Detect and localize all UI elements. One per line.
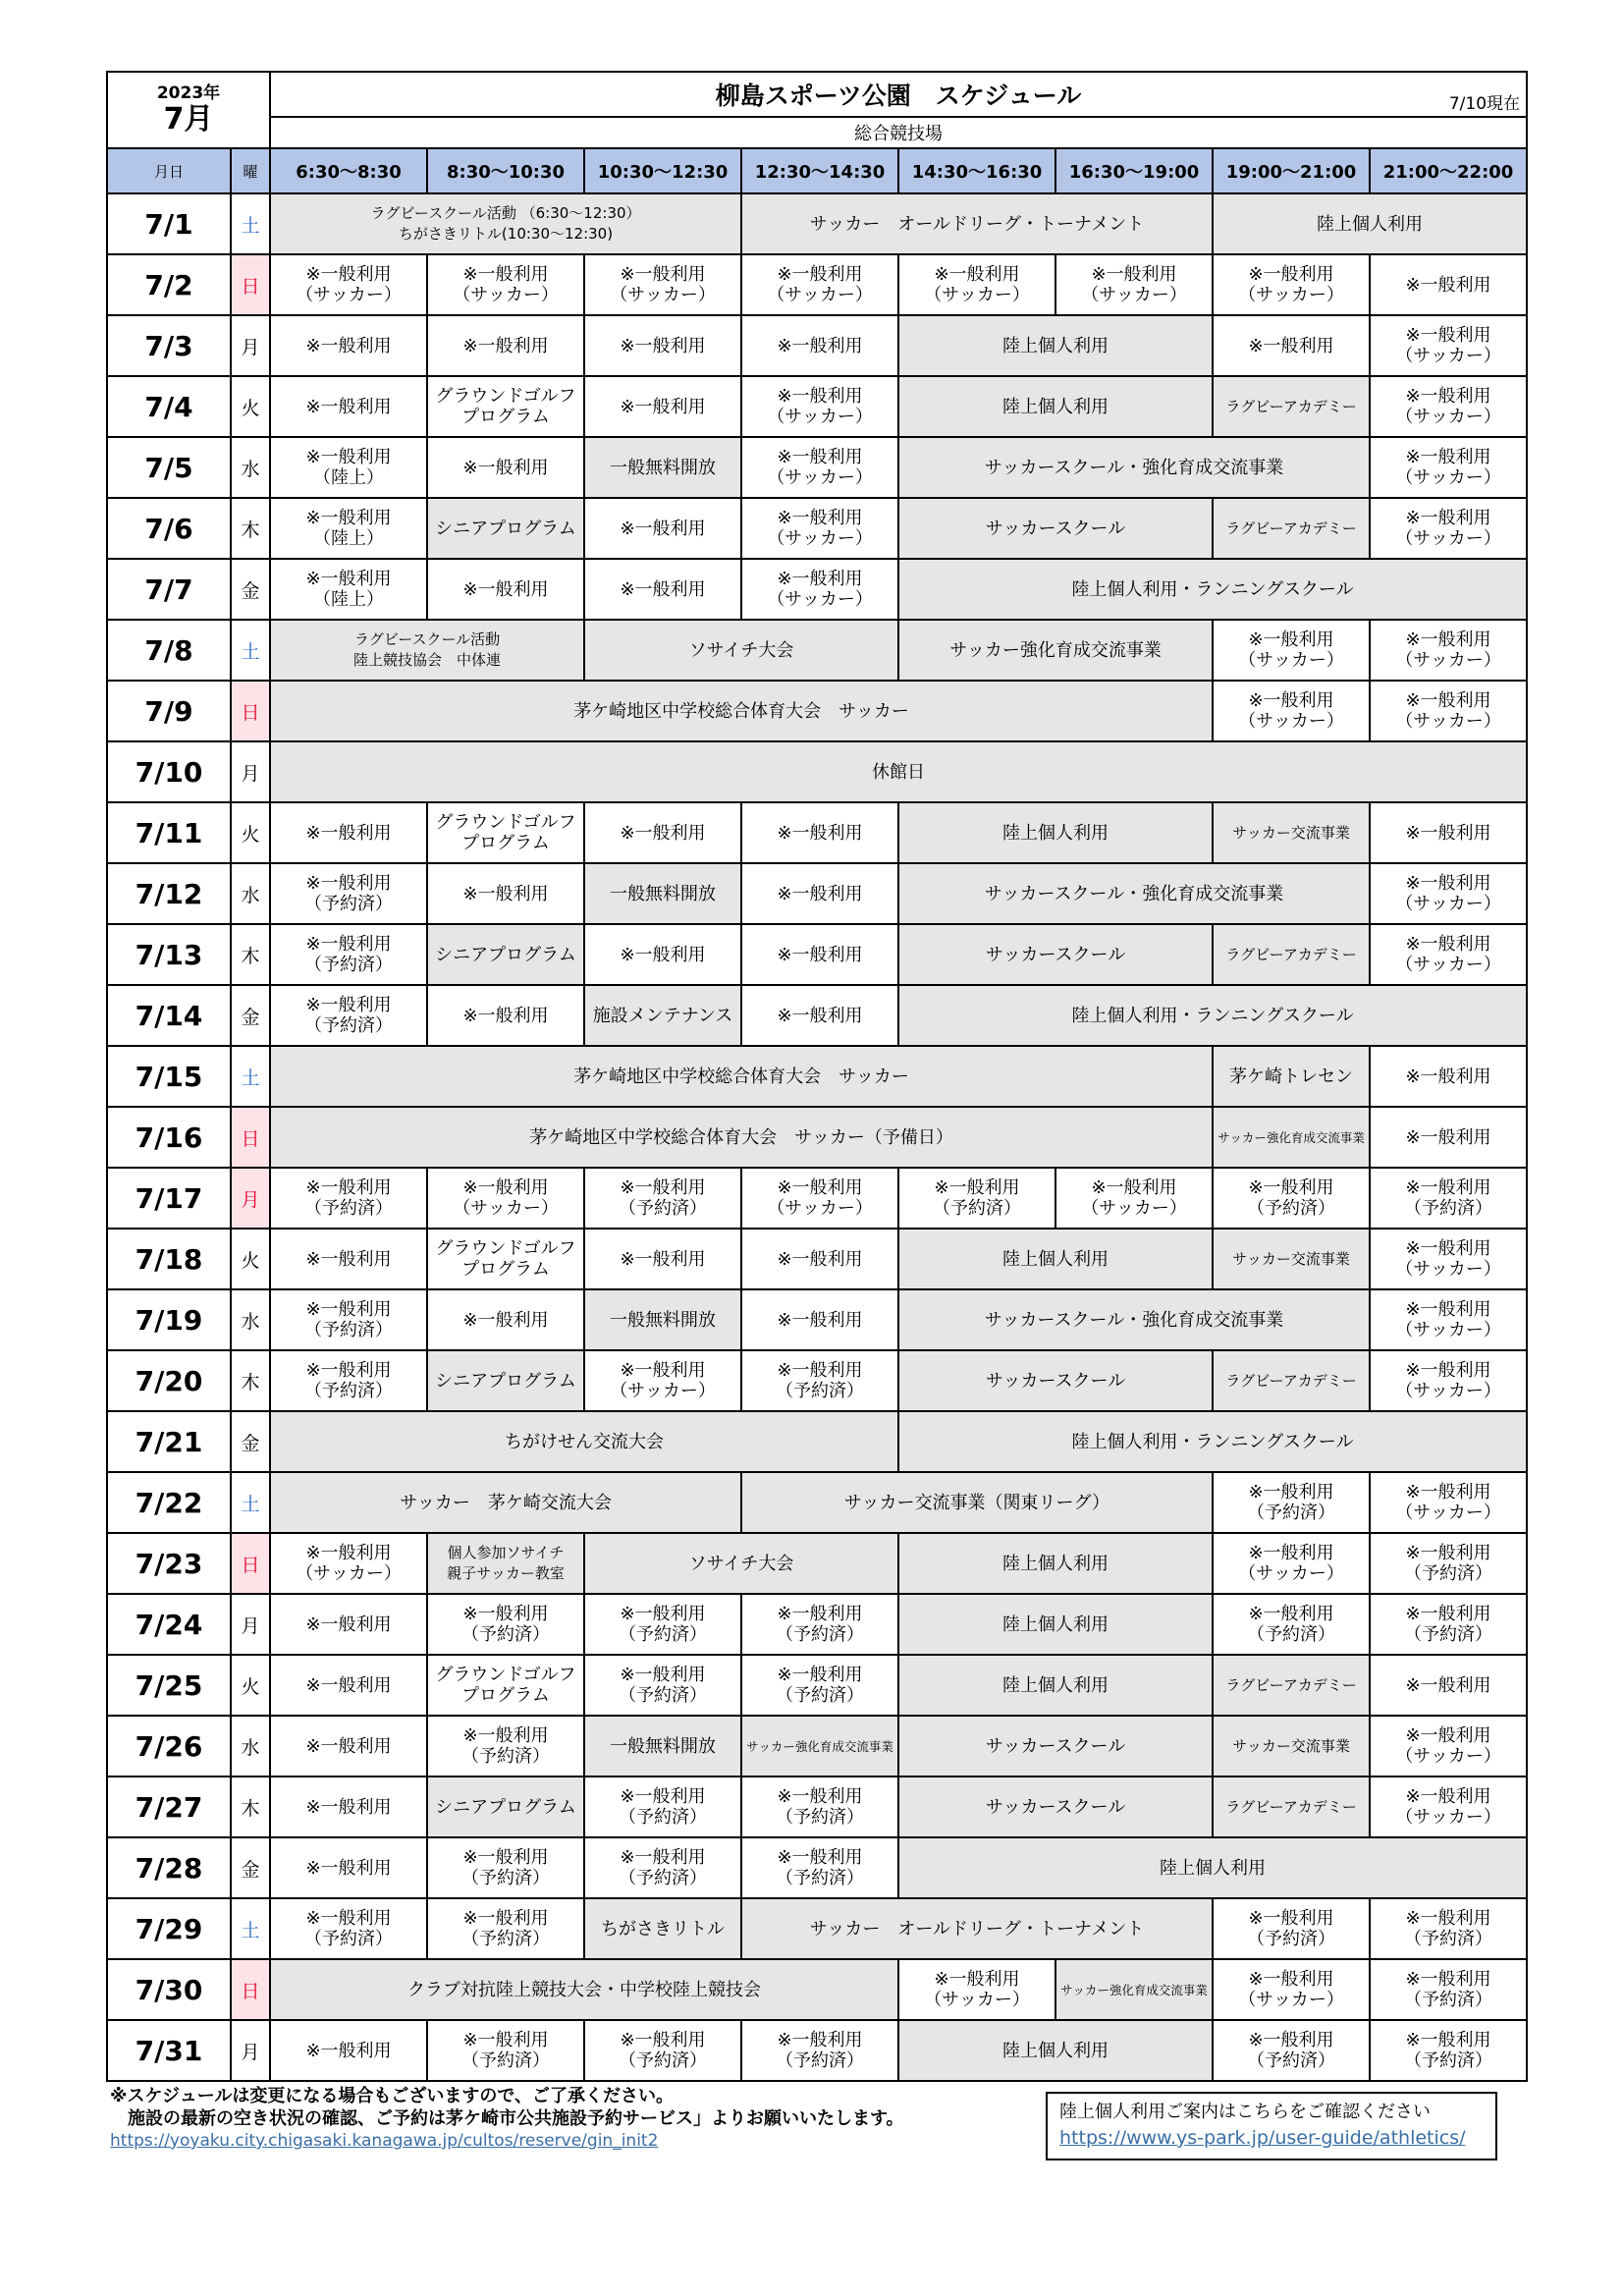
schedule-cell: ※一般利用 (584, 498, 741, 559)
weekday-cell: 火 (231, 1229, 270, 1289)
page-title: 柳島スポーツ公園 スケジュール (715, 82, 1082, 110)
schedule-cell: ※一般利用 （予約済） (584, 1655, 741, 1716)
schedule-row (107, 1655, 1527, 1716)
schedule-cell: ※一般利用 (741, 1289, 898, 1350)
schedule-cell: ※一般利用 （予約済） (584, 1168, 741, 1229)
schedule-cell: サッカー強化育成交流事業 (1213, 1107, 1370, 1168)
schedule-cell: ※一般利用 (427, 985, 584, 1046)
schedule-row (107, 315, 1527, 376)
schedule-row (107, 1168, 1527, 1229)
schedule-row (107, 1594, 1527, 1655)
schedule-cell: ※一般利用 （予約済） (584, 2020, 741, 2081)
column-header-date: 月日 (107, 148, 231, 193)
schedule-cell: ※一般利用 (270, 802, 427, 863)
month-name: 7月 (163, 102, 214, 137)
weekday-cell: 木 (231, 498, 270, 559)
schedule-table (106, 71, 1528, 2082)
weekday-cell: 火 (231, 376, 270, 437)
schedule-cell: ※一般利用 （予約済） (741, 1350, 898, 1411)
schedule-cell: 一般無料開放 (584, 1289, 741, 1350)
schedule-cell: ※一般利用 (427, 315, 584, 376)
schedule-cell: 一般無料開放 (584, 863, 741, 924)
weekday-cell: 日 (231, 681, 270, 741)
schedule-cell: ※一般利用 （予約済） (1370, 1898, 1527, 1959)
schedule-cell: 陸上個人利用 (898, 1533, 1213, 1594)
schedule-cell: ※一般利用 (1370, 254, 1527, 315)
schedule-cell: ※一般利用 （予約済） (270, 985, 427, 1046)
schedule-cell: ※一般利用 （予約済） (427, 1594, 584, 1655)
date-cell: 7/31 (107, 2020, 231, 2081)
date-cell: 7/27 (107, 1777, 231, 1837)
schedule-cell: ※一般利用 (584, 924, 741, 985)
schedule-cell: ※一般利用 (584, 376, 741, 437)
schedule-cell: グラウンドゴルフ プログラム (427, 802, 584, 863)
schedule-row (107, 193, 1527, 254)
weekday-cell: 水 (231, 1716, 270, 1777)
column-header-slot: 19:00～21:00 (1213, 148, 1370, 193)
date-cell: 7/4 (107, 376, 231, 437)
schedule-cell: ラグビーアカデミー (1213, 1777, 1370, 1837)
schedule-cell: ※一般利用 （予約済） (270, 1289, 427, 1350)
column-header-slot: 14:30～16:30 (898, 148, 1055, 193)
weekday-cell: 月 (231, 315, 270, 376)
schedule-cell: ※一般利用 （サッカー） (741, 376, 898, 437)
schedule-row (107, 1533, 1527, 1594)
schedule-row (107, 2020, 1527, 2081)
schedule-cell: ※一般利用 (270, 1716, 427, 1777)
schedule-cell: ※一般利用 （サッカー） (898, 1959, 1055, 2020)
schedule-cell: 休館日 (270, 741, 1527, 802)
schedule-row (107, 863, 1527, 924)
schedule-cell: ※一般利用 (584, 559, 741, 620)
schedule-cell: ※一般利用 （予約済） (741, 1837, 898, 1898)
schedule-cell: ※一般利用 （陸上） (270, 437, 427, 498)
schedule-cell: ※一般利用 （サッカー） (1370, 1777, 1527, 1837)
athletics-guide-link[interactable]: https://www.ys-park.jp/user-guide/athletics/ (1059, 2127, 1466, 2149)
schedule-cell: ※一般利用 (1370, 1046, 1527, 1107)
date-cell: 7/7 (107, 559, 231, 620)
column-header-dow: 曜 (231, 148, 270, 193)
venue-name: 総合競技場 (270, 117, 1527, 148)
schedule-cell: ※一般利用 （サッカー） (427, 1168, 584, 1229)
date-cell: 7/17 (107, 1168, 231, 1229)
schedule-cell: ※一般利用 (270, 1229, 427, 1289)
column-header-slot: 6:30～8:30 (270, 148, 427, 193)
schedule-row (107, 498, 1527, 559)
schedule-cell: ※一般利用 （予約済） (270, 1350, 427, 1411)
schedule-cell: ※一般利用 (427, 437, 584, 498)
date-cell: 7/22 (107, 1472, 231, 1533)
weekday-cell: 土 (231, 1046, 270, 1107)
schedule-cell: ※一般利用 （予約済） (270, 924, 427, 985)
schedule-cell: 茅ケ崎トレセン (1213, 1046, 1370, 1107)
schedule-row (107, 1959, 1527, 2020)
schedule-cell: ※一般利用 （予約済） (1213, 1898, 1370, 1959)
schedule-cell: シニアプログラム (427, 1350, 584, 1411)
schedule-cell: 茅ケ崎地区中学校総合体育大会 サッカー（予備日） (270, 1107, 1213, 1168)
as-of-date: 7/10現在 (1448, 94, 1521, 114)
schedule-cell: ※一般利用 （サッカー） (427, 254, 584, 315)
schedule-cell: グラウンドゴルフ プログラム (427, 1229, 584, 1289)
weekday-cell: 木 (231, 924, 270, 985)
schedule-cell: ※一般利用 （サッカー） (270, 254, 427, 315)
schedule-cell: 陸上個人利用 (898, 1655, 1213, 1716)
schedule-cell: ※一般利用 （サッカー） (741, 498, 898, 559)
schedule-cell: ※一般利用 （サッカー） (1370, 315, 1527, 376)
schedule-cell: サッカー強化育成交流事業 (741, 1716, 898, 1777)
schedule-cell: ※一般利用 （サッカー） (741, 1168, 898, 1229)
date-cell: 7/1 (107, 193, 231, 254)
schedule-cell: 施設メンテナンス (584, 985, 741, 1046)
schedule-cell: 陸上個人利用 (898, 2020, 1213, 2081)
weekday-cell: 月 (231, 1594, 270, 1655)
schedule-cell: 陸上個人利用・ランニングスクール (898, 559, 1527, 620)
weekday-cell: 金 (231, 1411, 270, 1472)
schedule-cell: ※一般利用 （サッカー） (584, 1350, 741, 1411)
schedule-cell: ラグビースクール活動 陸上競技協会 中体連 (270, 620, 584, 681)
weekday-cell: 金 (231, 1837, 270, 1898)
month-label (107, 72, 270, 148)
schedule-cell: ※一般利用 (427, 863, 584, 924)
schedule-cell: ※一般利用 （サッカー） (1370, 498, 1527, 559)
date-cell: 7/24 (107, 1594, 231, 1655)
schedule-cell: ラグビーアカデミー (1213, 376, 1370, 437)
athletics-guide-box (1046, 2092, 1497, 2160)
schedule-cell: ※一般利用 （予約済） (584, 1837, 741, 1898)
schedule-cell: ※一般利用 (1370, 802, 1527, 863)
schedule-cell: サッカースクール (898, 498, 1213, 559)
schedule-cell: ※一般利用 （サッカー） (1370, 620, 1527, 681)
weekday-cell: 月 (231, 2020, 270, 2081)
schedule-cell: 陸上個人利用 (898, 1837, 1527, 1898)
schedule-cell: ※一般利用 （予約済） (1370, 1594, 1527, 1655)
schedule-cell: サッカー交流事業 (1213, 1229, 1370, 1289)
schedule-cell: ※一般利用 （予約済） (1370, 1168, 1527, 1229)
weekday-cell: 木 (231, 1350, 270, 1411)
schedule-cell: シニアプログラム (427, 498, 584, 559)
schedule-cell: ※一般利用 （サッカー） (1370, 1472, 1527, 1533)
weekday-cell: 火 (231, 1655, 270, 1716)
schedule-row (107, 620, 1527, 681)
schedule-cell: ソサイチ大会 (584, 1533, 898, 1594)
date-cell: 7/11 (107, 802, 231, 863)
schedule-cell: 陸上個人利用 (898, 802, 1213, 863)
schedule-cell: ※一般利用 (427, 559, 584, 620)
schedule-cell: ※一般利用 （サッカー） (1370, 681, 1527, 741)
weekday-cell: 月 (231, 741, 270, 802)
schedule-cell: ※一般利用 （予約済） (427, 1837, 584, 1898)
schedule-cell: ※一般利用 （予約済） (1370, 2020, 1527, 2081)
schedule-row (107, 254, 1527, 315)
schedule-cell: 陸上個人利用・ランニングスクール (898, 985, 1527, 1046)
weekday-cell: 水 (231, 863, 270, 924)
date-cell: 7/14 (107, 985, 231, 1046)
schedule-row (107, 1229, 1527, 1289)
schedule-cell: ※一般利用 （サッカー） (1213, 620, 1370, 681)
weekday-cell: 土 (231, 620, 270, 681)
schedule-cell: ※一般利用 （予約済） (427, 1716, 584, 1777)
schedule-cell: ※一般利用 （サッカー） (1370, 1289, 1527, 1350)
schedule-row (107, 741, 1527, 802)
weekday-cell: 水 (231, 437, 270, 498)
schedule-cell: ※一般利用 （陸上） (270, 498, 427, 559)
column-header-slot: 21:00～22:00 (1370, 148, 1527, 193)
schedule-sheet (106, 71, 1526, 2082)
date-cell: 7/28 (107, 1837, 231, 1898)
schedule-cell: 陸上個人利用 (898, 1594, 1213, 1655)
schedule-cell: ※一般利用 （予約済） (898, 1168, 1055, 1229)
schedule-cell: ※一般利用 （サッカー） (1055, 254, 1213, 315)
schedule-cell: ※一般利用 （予約済） (1213, 1472, 1370, 1533)
schedule-cell: 陸上個人利用 (898, 376, 1213, 437)
schedule-cell: ※一般利用 （予約済） (270, 1168, 427, 1229)
schedule-cell: サッカースクール (898, 1350, 1213, 1411)
schedule-cell: グラウンドゴルフ プログラム (427, 1655, 584, 1716)
schedule-cell: ※一般利用 （予約済） (584, 1777, 741, 1837)
schedule-cell: ※一般利用 （予約済） (1213, 2020, 1370, 2081)
guide-text: 陸上個人利用ご案内はこちらをご確認ください (1059, 2102, 1431, 2122)
schedule-cell: 茅ケ崎地区中学校総合体育大会 サッカー (270, 1046, 1213, 1107)
schedule-cell: ※一般利用 （サッカー） (898, 254, 1055, 315)
schedule-cell: シニアプログラム (427, 924, 584, 985)
schedule-cell: 一般無料開放 (584, 1716, 741, 1777)
schedule-cell: ※一般利用 (584, 802, 741, 863)
date-cell: 7/2 (107, 254, 231, 315)
weekday-cell: 土 (231, 1472, 270, 1533)
schedule-cell: ※一般利用 (741, 1229, 898, 1289)
schedule-cell: サッカースクール (898, 1777, 1213, 1837)
year-label: 2023年 (156, 83, 221, 103)
weekday-cell: 日 (231, 1533, 270, 1594)
date-cell: 7/16 (107, 1107, 231, 1168)
schedule-cell: 陸上個人利用・ランニングスクール (898, 1411, 1527, 1472)
reservation-link[interactable]: https://yoyaku.city.chigasaki.kanagawa.jp/cultos/reserve/gin_init2 (110, 2131, 659, 2151)
schedule-cell: サッカー強化育成交流事業 (898, 620, 1213, 681)
schedule-cell: ※一般利用 （サッカー） (741, 437, 898, 498)
schedule-cell: ちがけせん交流大会 (270, 1411, 898, 1472)
schedule-cell: ※一般利用 （サッカー） (584, 254, 741, 315)
schedule-cell: 一般無料開放 (584, 437, 741, 498)
schedule-cell: ※一般利用 （サッカー） (1370, 863, 1527, 924)
schedule-cell: ※一般利用 （サッカー） (1370, 1229, 1527, 1289)
schedule-cell: クラブ対抗陸上競技大会・中学校陸上競技会 (270, 1959, 898, 2020)
schedule-cell: ※一般利用 （予約済） (1213, 1594, 1370, 1655)
date-cell: 7/26 (107, 1716, 231, 1777)
schedule-cell: ※一般利用 （予約済） (741, 2020, 898, 2081)
schedule-cell: ※一般利用 （予約済） (741, 1594, 898, 1655)
date-cell: 7/5 (107, 437, 231, 498)
schedule-cell: ※一般利用 (741, 924, 898, 985)
column-header-row (107, 148, 1527, 193)
schedule-cell: ラグビーアカデミー (1213, 498, 1370, 559)
date-cell: 7/23 (107, 1533, 231, 1594)
schedule-cell: サッカー交流事業 (1213, 1716, 1370, 1777)
schedule-cell: 茅ケ崎地区中学校総合体育大会 サッカー (270, 681, 1213, 741)
schedule-cell: サッカー交流事業 (1213, 802, 1370, 863)
schedule-cell: ※一般利用 （予約済） (270, 863, 427, 924)
schedule-cell: ※一般利用 （予約済） (741, 1655, 898, 1716)
weekday-cell: 水 (231, 1289, 270, 1350)
column-header-slot: 16:30～19:00 (1055, 148, 1213, 193)
schedule-cell: ※一般利用 （陸上） (270, 559, 427, 620)
schedule-row (107, 1472, 1527, 1533)
schedule-cell: ※一般利用 (1213, 315, 1370, 376)
date-cell: 7/18 (107, 1229, 231, 1289)
schedule-row (107, 1716, 1527, 1777)
schedule-cell: ※一般利用 (270, 1837, 427, 1898)
schedule-cell: ※一般利用 （予約済） (427, 1898, 584, 1959)
schedule-row (107, 1107, 1527, 1168)
schedule-cell: ※一般利用 （サッカー） (1213, 254, 1370, 315)
schedule-row (107, 802, 1527, 863)
schedule-cell: サッカースクール (898, 924, 1213, 985)
page-title-cell (270, 72, 1527, 117)
schedule-cell: ※一般利用 （サッカー） (1213, 681, 1370, 741)
schedule-cell: ※一般利用 (1370, 1655, 1527, 1716)
schedule-cell: サッカースクール・強化育成交流事業 (898, 437, 1370, 498)
note-line-2: 施設の最新の空き状況の確認、ご予約は茅ケ崎市公共施設予約サービス」よりお願いいたします。 (110, 2108, 904, 2129)
schedule-cell: 陸上個人利用 (898, 315, 1213, 376)
date-cell: 7/19 (107, 1289, 231, 1350)
note-line-1: ※スケジュールは変更になる場合もございますので、ご了承ください。 (110, 2086, 675, 2106)
schedule-cell: ※一般利用 (270, 376, 427, 437)
schedule-cell: ※一般利用 （サッカー） (1370, 1350, 1527, 1411)
date-cell: 7/3 (107, 315, 231, 376)
weekday-cell: 金 (231, 985, 270, 1046)
date-cell: 7/20 (107, 1350, 231, 1411)
date-cell: 7/29 (107, 1898, 231, 1959)
date-cell: 7/13 (107, 924, 231, 985)
weekday-cell: 金 (231, 559, 270, 620)
schedule-cell: サッカー オールドリーグ・トーナメント (741, 1898, 1213, 1959)
schedule-cell: 陸上個人利用 (1213, 193, 1527, 254)
schedule-cell: サッカースクール・強化育成交流事業 (898, 863, 1370, 924)
schedule-cell: ※一般利用 （サッカー） (1213, 1533, 1370, 1594)
schedule-cell: ラグビーアカデミー (1213, 924, 1370, 985)
schedule-cell: ※一般利用 （サッカー） (1370, 437, 1527, 498)
weekday-cell: 日 (231, 1959, 270, 2020)
schedule-cell: ※一般利用 （サッカー） (741, 254, 898, 315)
date-cell: 7/30 (107, 1959, 231, 2020)
schedule-cell: サッカースクール (898, 1716, 1213, 1777)
schedule-cell: ※一般利用 (741, 985, 898, 1046)
notes (110, 2085, 994, 2153)
date-cell: 7/9 (107, 681, 231, 741)
schedule-row (107, 437, 1527, 498)
schedule-cell: ソサイチ大会 (584, 620, 898, 681)
schedule-row (107, 985, 1527, 1046)
weekday-cell: 月 (231, 1168, 270, 1229)
schedule-cell: ※一般利用 （サッカー） (1055, 1168, 1213, 1229)
column-header-slot: 10:30～12:30 (584, 148, 741, 193)
weekday-cell: 木 (231, 1777, 270, 1837)
date-cell: 7/21 (107, 1411, 231, 1472)
schedule-cell: ※一般利用 （サッカー） (1213, 1959, 1370, 2020)
schedule-cell: ※一般利用 (741, 802, 898, 863)
schedule-cell: ※一般利用 （予約済） (741, 1777, 898, 1837)
schedule-cell: サッカー交流事業（関東リーグ） (741, 1472, 1213, 1533)
schedule-row (107, 1898, 1527, 1959)
weekday-cell: 土 (231, 193, 270, 254)
date-cell: 7/8 (107, 620, 231, 681)
schedule-cell: ※一般利用 (427, 1289, 584, 1350)
schedule-cell: シニアプログラム (427, 1777, 584, 1837)
schedule-row (107, 1837, 1527, 1898)
schedule-row (107, 1411, 1527, 1472)
schedule-row (107, 1046, 1527, 1107)
schedule-cell: 個人参加ソサイチ 親子サッカー教室 (427, 1533, 584, 1594)
schedule-cell: ※一般利用 （サッカー） (1370, 924, 1527, 985)
schedule-cell: ※一般利用 (741, 863, 898, 924)
schedule-cell: ※一般利用 (270, 315, 427, 376)
schedule-cell: ※一般利用 (270, 2020, 427, 2081)
schedule-cell: ※一般利用 (741, 315, 898, 376)
schedule-cell: ※一般利用 (1370, 1107, 1527, 1168)
schedule-row (107, 1289, 1527, 1350)
schedule-cell: ※一般利用 （予約済） (1370, 1533, 1527, 1594)
schedule-cell: ※一般利用 (270, 1594, 427, 1655)
weekday-cell: 火 (231, 802, 270, 863)
schedule-cell: ※一般利用 (584, 315, 741, 376)
schedule-row (107, 681, 1527, 741)
schedule-cell: ※一般利用 （予約済） (584, 1594, 741, 1655)
schedule-row (107, 376, 1527, 437)
schedule-cell: ※一般利用 （予約済） (1213, 1168, 1370, 1229)
schedule-row (107, 1777, 1527, 1837)
schedule-cell: ※一般利用 （サッカー） (1370, 376, 1527, 437)
schedule-cell: サッカー オールドリーグ・トーナメント (741, 193, 1213, 254)
schedule-cell: ※一般利用 （サッカー） (741, 559, 898, 620)
schedule-cell: ※一般利用 (270, 1655, 427, 1716)
weekday-cell: 日 (231, 254, 270, 315)
schedule-cell: ※一般利用 （予約済） (427, 2020, 584, 2081)
schedule-cell: ラグビーアカデミー (1213, 1655, 1370, 1716)
weekday-cell: 土 (231, 1898, 270, 1959)
schedule-cell: ※一般利用 （予約済） (270, 1898, 427, 1959)
date-cell: 7/12 (107, 863, 231, 924)
schedule-cell: ラグビーアカデミー (1213, 1350, 1370, 1411)
schedule-cell: ※一般利用 （サッカー） (1370, 1716, 1527, 1777)
schedule-cell: ※一般利用 (270, 1777, 427, 1837)
schedule-cell: ※一般利用 （予約済） (1370, 1959, 1527, 2020)
schedule-cell: 陸上個人利用 (898, 1229, 1213, 1289)
schedule-row (107, 924, 1527, 985)
schedule-cell: ※一般利用 (584, 1229, 741, 1289)
schedule-cell: ラグビースクール活動 （6:30～12:30） ちがさきリトル(10:30～12:30) (270, 193, 741, 254)
schedule-cell: サッカー 茅ケ崎交流大会 (270, 1472, 741, 1533)
column-header-slot: 12:30～14:30 (741, 148, 898, 193)
date-cell: 7/6 (107, 498, 231, 559)
weekday-cell: 日 (231, 1107, 270, 1168)
date-cell: 7/25 (107, 1655, 231, 1716)
schedule-cell: ※一般利用 （サッカー） (270, 1533, 427, 1594)
date-cell: 7/10 (107, 741, 231, 802)
date-cell: 7/15 (107, 1046, 231, 1107)
column-header-slot: 8:30～10:30 (427, 148, 584, 193)
schedule-cell: サッカー強化育成交流事業 (1055, 1959, 1213, 2020)
schedule-cell: グラウンドゴルフ プログラム (427, 376, 584, 437)
schedule-row (107, 559, 1527, 620)
schedule-cell: ちがさきリトル (584, 1898, 741, 1959)
schedule-row (107, 1350, 1527, 1411)
schedule-cell: サッカースクール・強化育成交流事業 (898, 1289, 1370, 1350)
